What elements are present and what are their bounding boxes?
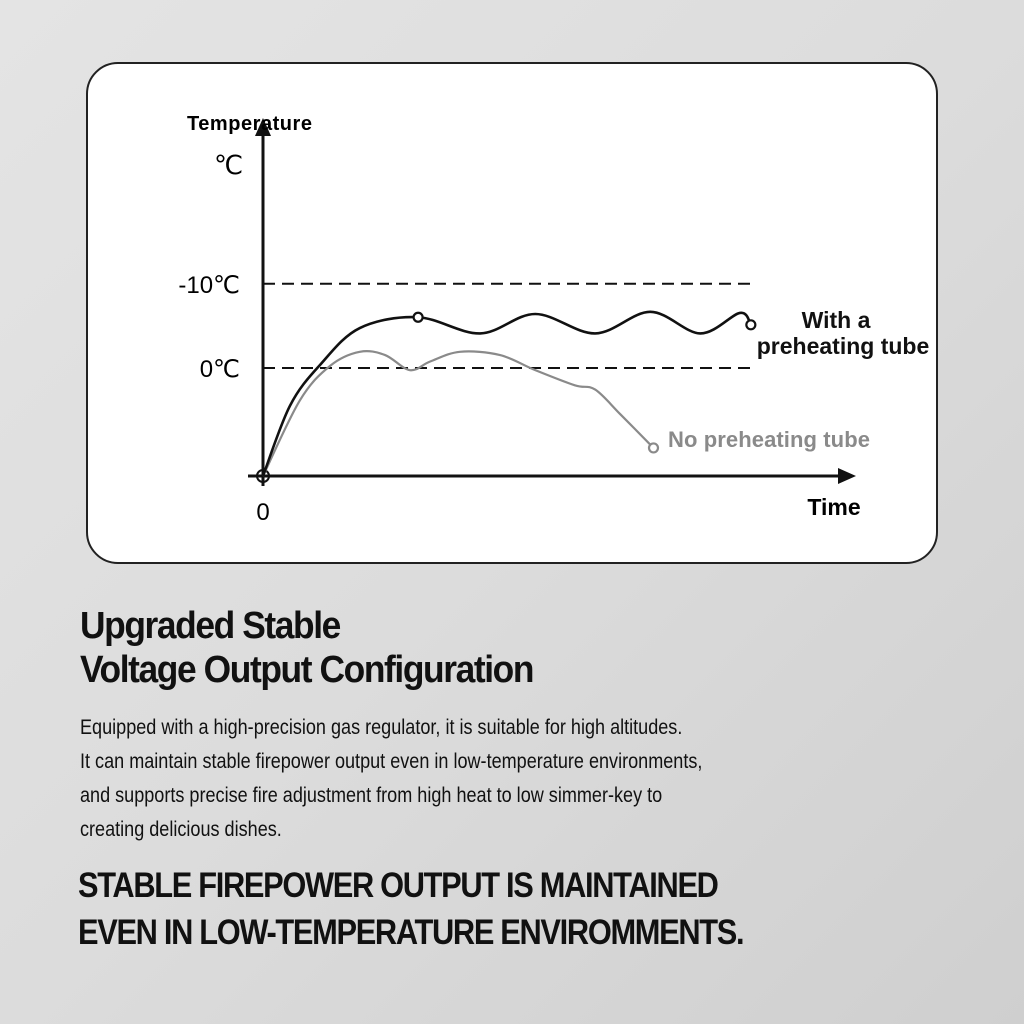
tagline-line-2: EVEN IN LOW-TEMPERATURE ENVIROMMENTS. [78,913,744,952]
series-label-no-preheating-tube: No preheating tube [668,427,870,452]
description [80,711,854,847]
y-tick-label: 0℃ [199,356,240,383]
data-point-marker [649,443,658,452]
x-axis-label: Time [807,494,861,520]
y-axis-label: Temperature [187,113,312,135]
series-line-no-preheating-tube [263,351,654,476]
description-line: creating delicious dishes. [80,818,282,841]
data-point-marker [414,313,423,322]
tagline-line-1: STABLE FIREPOWER OUTPUT IS MAINTAINED [78,866,718,905]
y-unit-label: ℃ [214,150,244,180]
description-line: and supports precise fire adjustment from high heat to low simmer-key to [80,784,663,807]
description-line: Equipped with a high-precision gas regulator, it is suitable for high altitudes. [80,716,683,739]
y-tick-label: -10℃ [178,271,240,299]
origin-label: 0 [256,499,270,526]
series-label-with-preheating-tube: With a [801,307,871,333]
description-line: It can maintain stable firepower output even in low-temperature environments, [80,750,703,773]
series-label-with-preheating-tube: preheating tube [756,333,930,359]
x-axis-arrow [838,468,856,484]
data-point-marker [746,320,755,329]
tagline [78,862,743,956]
section-heading [80,604,533,692]
heading-line-1: Upgraded Stable [80,605,340,647]
heading-line-2: Voltage Output Configuration [80,649,534,691]
